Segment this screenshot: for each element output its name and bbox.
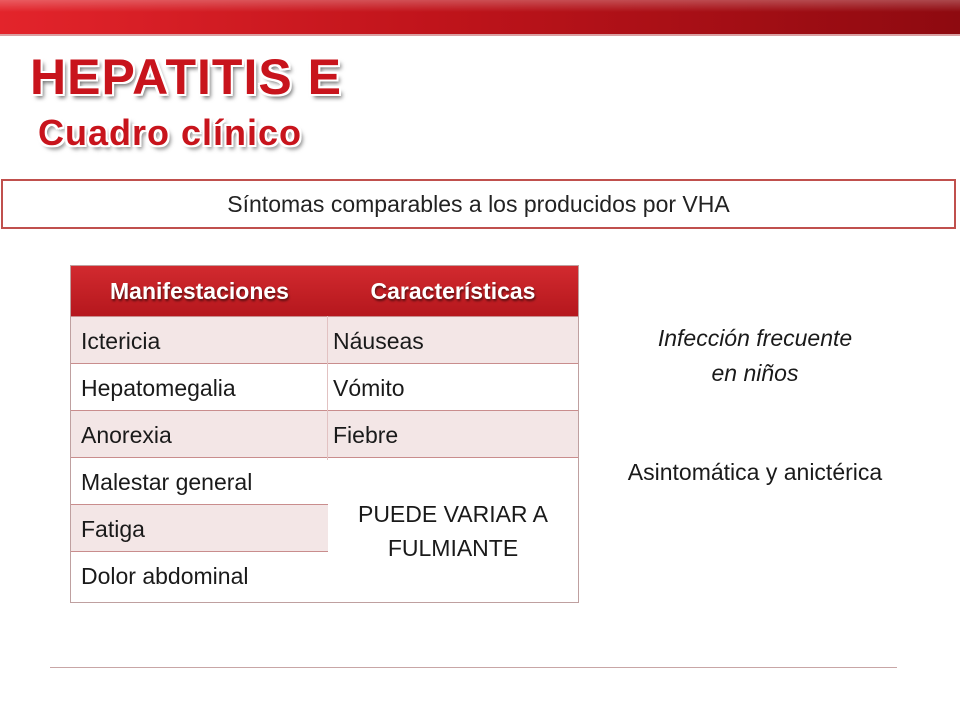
top-banner [0, 0, 960, 34]
slide-subtitle: Cuadro clínico [38, 112, 303, 153]
asymptomatic-note: Asintomática y anictérica [627, 459, 883, 485]
table-row [71, 316, 578, 363]
slide-title: HEPATITIS E [30, 49, 342, 105]
infection-note-line-2: en niños [711, 360, 799, 386]
header-caracteristicas: Características [370, 278, 536, 304]
table-row [71, 410, 578, 457]
merged-note-line-2: FULMIANTE [387, 535, 519, 561]
top-banner-underline [0, 34, 960, 36]
cell-manifestacion: Ictericia [81, 328, 161, 354]
top-banner-shine [0, 0, 960, 12]
cell-caracteristica: Vómito [333, 375, 405, 401]
footer-divider [50, 667, 897, 668]
header-manifestaciones: Manifestaciones [110, 278, 289, 304]
summary-box [1, 179, 956, 229]
cell-manifestacion: Malestar general [81, 469, 253, 495]
merged-note-line-1: PUEDE VARIAR A [357, 501, 549, 527]
summary-text: Síntomas comparables a los producidos por VHA [227, 190, 730, 217]
infection-note [590, 321, 920, 391]
cell-caracteristica: Fiebre [333, 422, 399, 448]
cell-manifestacion: Anorexia [81, 422, 172, 448]
column-divider [327, 316, 328, 460]
table-header [71, 266, 578, 316]
cell-caracteristica: Náuseas [333, 328, 424, 354]
symptoms-table [70, 265, 579, 603]
cell-manifestacion: Fatiga [81, 516, 145, 542]
infection-note-line-1: Infección frecuente [657, 325, 853, 351]
merged-note-cell [328, 460, 578, 602]
cell-manifestacion: Hepatomegalia [81, 375, 236, 401]
cell-manifestacion: Dolor abdominal [81, 563, 249, 589]
table-row [71, 363, 578, 410]
